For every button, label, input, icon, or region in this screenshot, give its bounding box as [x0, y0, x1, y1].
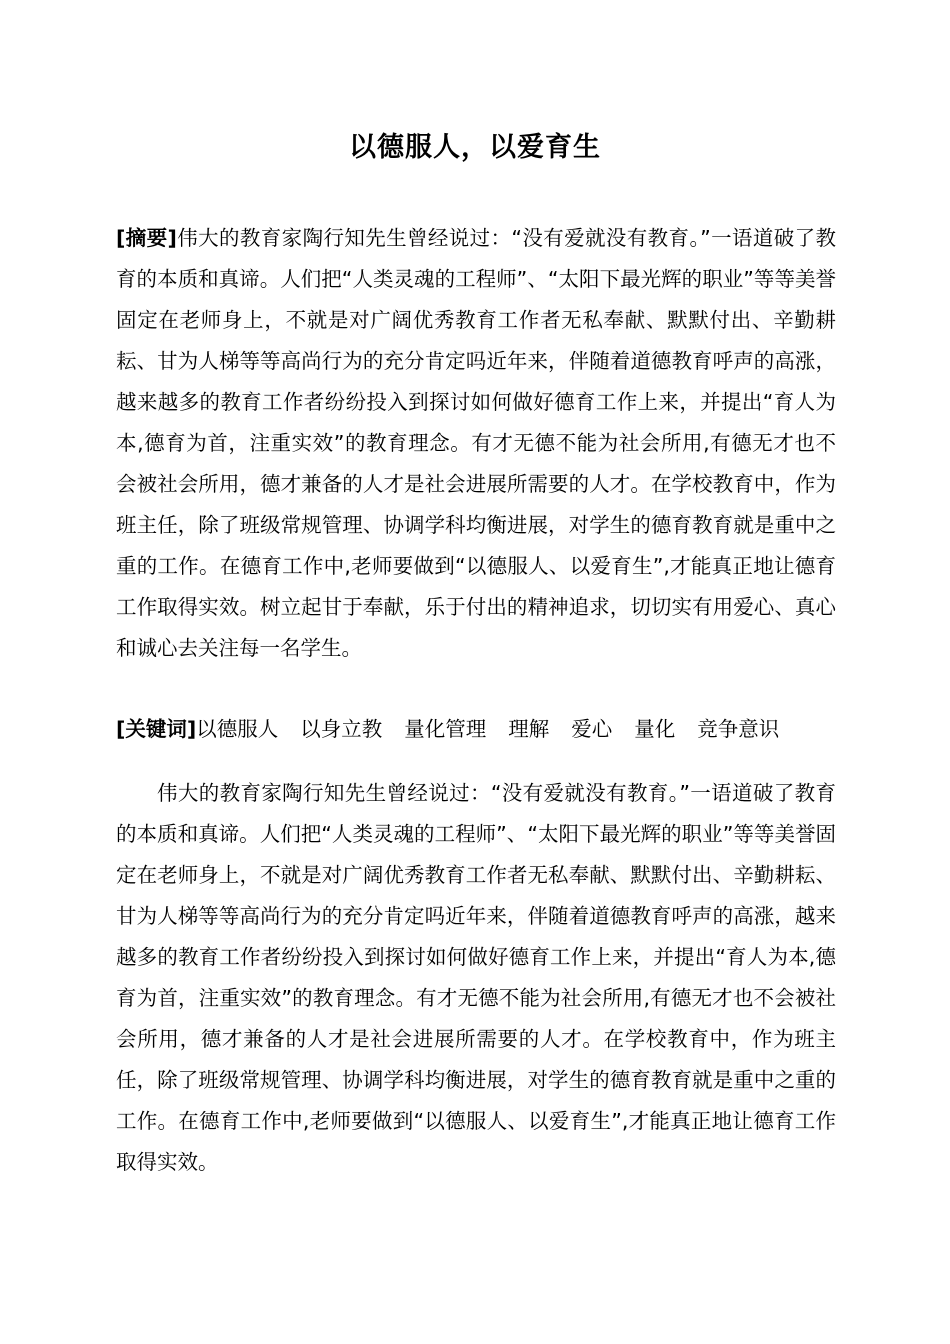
keyword: 爱心	[571, 717, 613, 741]
abstract-text: 伟大的教育家陶行知先生曾经说过：“没有爱就没有教育。”一语道破了教育的本质和真谛。人们把“人类灵魂的工程师”、“太阳下最光辉的职业”等等美誉固定在老师身上，不就是对广阔优秀教育工作者无私奉献、默默付出、辛勤耕耘、甘为人梯等等高尚行为的充分肯定吗近年来，伴随着道德教育呼声的高涨，越来越多的教育工作者纷纷投入到探讨如何做好德育工作上来，并提出“育人为本,德育为首，注重实效”的教育理念。有才无德不能为社会所用,有德无才也不会被社会所用，德才兼备的人才是社会进展所需要的人才。在学校教育中，作为班主任，除了班级常规管理、协调学科均衡进展，对学生的德育教育就是重中之重的工作。在德育工作中,老师要做到“以德服人、以爱育生”,才能真正地让德育工作取得实效。树立起甘于奉献，乐于付出的精神追求，切切实有用爱心、真心和诚心去关注每一名学生。	[116, 226, 836, 660]
document-title: 以德服人，以爱育生	[349, 132, 601, 163]
body-paragraph: 伟大的教育家陶行知先生曾经说过：“没有爱就没有教育。”一语道破了教育的本质和真谛。人们把“人类灵魂的工程师”、“太阳下最光辉的职业”等等美誉固定在老师身上，不就是对广阔优秀教育工作者无私奉献、默默付出、辛勤耕耘、甘为人梯等等高尚行为的充分肯定吗近年来，伴随着道德教育呼声的高涨，越来越多的教育工作者纷纷投入到探讨如何做好德育工作上来，并提出“育人为本,德育为首，注重实效”的教育理念。有才无德不能为社会所用,有德无才也不会被社会所用，德才兼备的人才是社会进展所需要的人才。在学校教育中，作为班主任，除了班级常规管理、协调学科均衡进展，对学生的德育教育就是重中之重的工作。在德育工作中,老师要做到“以德服人、以爱育生”,才能真正地让德育工作取得实效。	[116, 781, 836, 1174]
abstract-label: [摘要]	[116, 226, 177, 250]
keywords-label: [关键词]	[116, 717, 197, 741]
keyword: 量化管理	[404, 717, 487, 741]
keywords-section	[116, 709, 836, 750]
keyword: 以德服人	[196, 717, 279, 741]
keyword: 理解	[508, 717, 550, 741]
abstract-section	[116, 218, 836, 669]
keyword-list	[196, 717, 779, 741]
keyword: 量化	[634, 717, 676, 741]
body-section	[116, 773, 836, 1183]
keyword: 以身立教	[300, 717, 383, 741]
keyword: 竞争意识	[697, 717, 780, 741]
